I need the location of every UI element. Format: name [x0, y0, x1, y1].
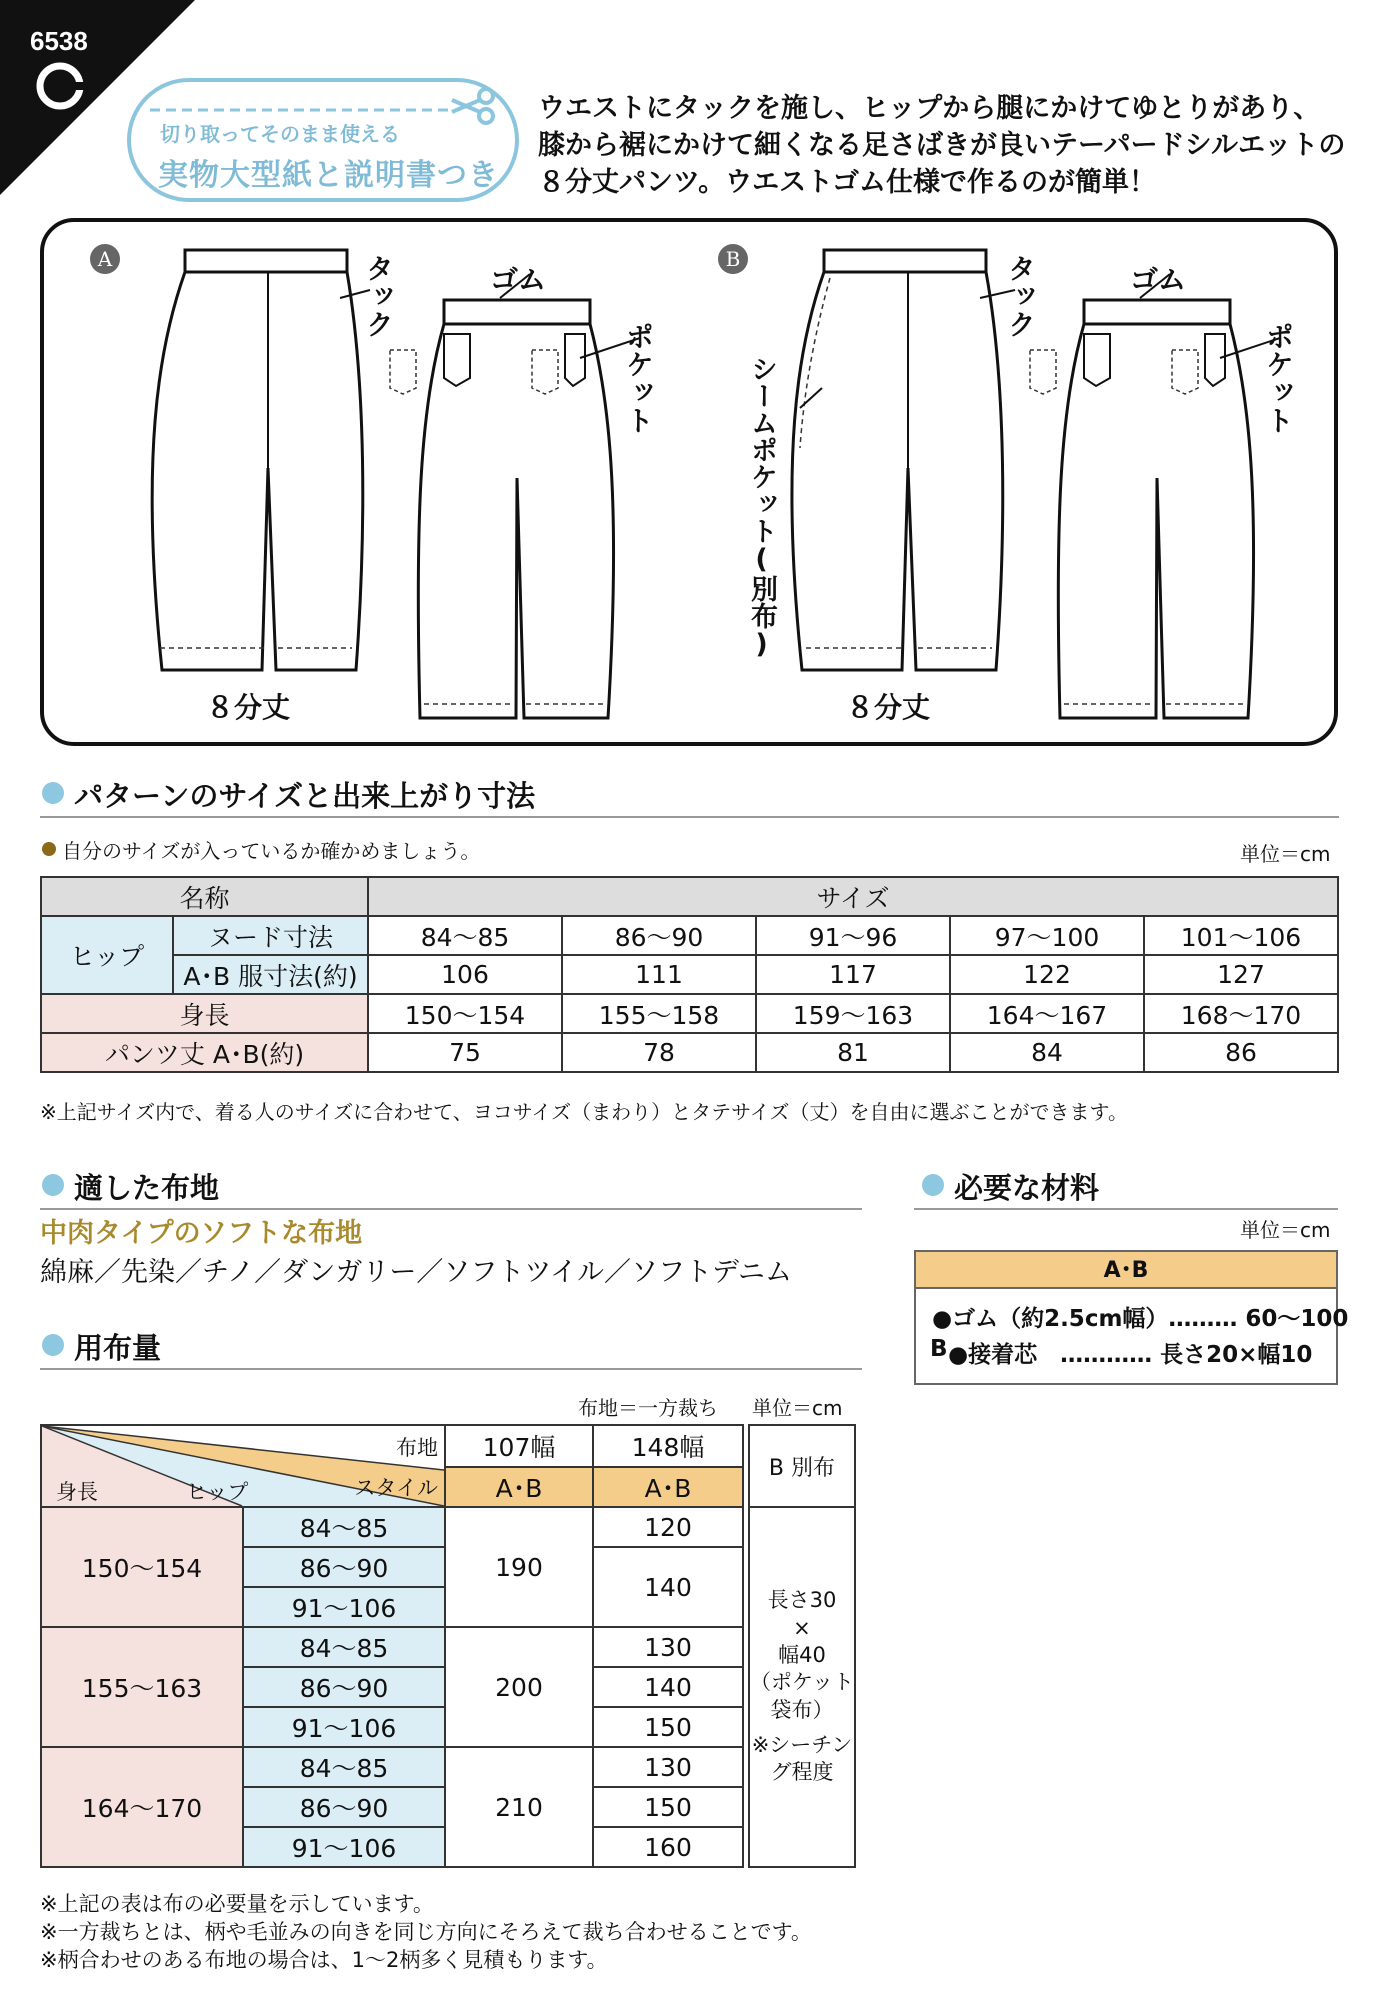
w148-g1-2: 140: [593, 1547, 743, 1627]
w107-g3: 210: [445, 1747, 593, 1867]
a-tuck-label: タック: [362, 254, 395, 338]
size-header-size: サイズ: [368, 877, 1338, 916]
b-length-label: ８分丈: [846, 691, 931, 724]
row-label-height: 身長: [41, 994, 368, 1033]
length-4: 84: [950, 1033, 1144, 1072]
size-note: ※上記サイズ内で、着る人のサイズに合わせて、ヨコサイズ（まわり）とタテサイズ（丈）を自由に選ぶことができます。: [40, 1100, 1128, 1124]
yardage-table: [40, 1424, 856, 1868]
hip-g3-2: 86〜90: [243, 1787, 445, 1827]
extra-line-3: 幅40: [778, 1643, 826, 1668]
nude-2: 86〜90: [562, 916, 756, 955]
w107-g1: 190: [445, 1507, 593, 1627]
pants-b-back: [1058, 300, 1253, 718]
header-style: スタイル: [354, 1476, 438, 1500]
hip-g2-3: 91〜106: [243, 1707, 445, 1747]
a-length-label: ８分丈: [206, 691, 291, 724]
size-section-dot: [42, 782, 64, 804]
materials-section-dot: [922, 1174, 944, 1196]
materials-section-title: 必要な材料: [954, 1171, 1100, 1205]
intro-line-3: ８分丈パンツ。ウエストゴム仕様で作るのが簡単！: [538, 167, 1157, 198]
yardage-note-2: ※一方裁ちとは、柄や毛並みの向きを同じ方向にそろえて裁ち合わせることです。: [40, 1920, 812, 1944]
header-w107: 107幅: [445, 1425, 593, 1467]
badge-line2: 実物大型紙と説明書つき: [158, 158, 499, 193]
nude-1: 84〜85: [368, 916, 562, 955]
w148-g1-1: 120: [593, 1507, 743, 1547]
w148-g2-2: 140: [593, 1667, 743, 1707]
header-w148: 148幅: [593, 1425, 743, 1467]
extra-line-4: （ポケット: [750, 1670, 854, 1695]
size-unit: 単位＝cm: [1240, 842, 1331, 866]
height-4: 164〜167: [950, 994, 1144, 1033]
length-3: 81: [756, 1033, 950, 1072]
yardage-diagonal-header: [41, 1425, 445, 1507]
fabric-section-rule: [40, 1208, 862, 1210]
nude-5: 101〜106: [1144, 916, 1338, 955]
height-2: 155〜158: [562, 994, 756, 1033]
row-label-garment: A･B 服寸法(約): [173, 955, 368, 994]
pants-a-back: [418, 300, 613, 718]
a-elastic-label: ゴム: [490, 263, 547, 296]
fabric-subtitle: 中肉タイプのソフトな布地: [40, 1218, 363, 1249]
pattern-number: 6538: [30, 26, 88, 56]
w148-g3-2: 150: [593, 1787, 743, 1827]
height-155-163: 155〜163: [41, 1627, 243, 1747]
yardage-cut-note: 布地＝一方裁ち: [578, 1396, 718, 1420]
header-hip: ヒップ: [186, 1480, 249, 1504]
intro-line-2: 膝から裾にかけて細くなる足さばきが良いテーパードシルエットの: [538, 130, 1346, 161]
height-5: 168〜170: [1144, 994, 1338, 1033]
pants-b-front: [792, 250, 1003, 670]
w107-g2: 200: [445, 1627, 593, 1747]
w148-g3-1: 130: [593, 1747, 743, 1787]
w148-g2-3: 150: [593, 1707, 743, 1747]
fabric-section-title: 適した布地: [74, 1171, 220, 1205]
extra-line-6: ※シーチン: [751, 1732, 853, 1757]
materials-prefix-2: B: [930, 1336, 948, 1362]
row-label-length: パンツ丈 A･B(約): [41, 1033, 368, 1072]
garment-2: 111: [562, 955, 756, 994]
header-fabric: 布地: [396, 1436, 438, 1460]
size-section-title: パターンのサイズと出来上がり寸法: [74, 779, 536, 813]
fabric-section-dot: [42, 1174, 64, 1196]
b-seam-pocket-label: シームポケット(別布): [746, 355, 777, 660]
hip-g1-1: 84〜85: [243, 1507, 445, 1547]
hip-g3-1: 84〜85: [243, 1747, 445, 1787]
yardage-section-title: 用布量: [74, 1331, 162, 1365]
garment-5: 127: [1144, 955, 1338, 994]
size-instruction: 自分のサイズが入っているか確かめましょう。: [62, 839, 481, 863]
length-2: 78: [562, 1033, 756, 1072]
b-tuck-label: タック: [1004, 254, 1037, 338]
materials-row-2: ●接着芯 ………… 長さ20×幅10: [948, 1342, 1313, 1368]
nude-4: 97〜100: [950, 916, 1144, 955]
garment-4: 122: [950, 955, 1144, 994]
yardage-note-1: ※上記の表は布の必要量を示しています。: [40, 1892, 434, 1916]
extra-fabric-cell: [749, 1507, 855, 1867]
hip-g1-3: 91〜106: [243, 1587, 445, 1627]
materials-header: A･B: [916, 1252, 1336, 1289]
header-ab-148: A･B: [593, 1467, 743, 1507]
extra-line-2: ×: [793, 1615, 811, 1640]
materials-row-1: ●ゴム（約2.5cm幅）……… 60〜100: [932, 1306, 1349, 1332]
fabric-list: 綿麻／先染／チノ／ダンガリー／ソフトツイル／ソフトデニム: [40, 1257, 792, 1288]
variant-a-marker: A: [90, 244, 120, 274]
yardage-note-3: ※柄合わせのある布地の場合は、1〜2柄多く見積もります。: [40, 1948, 608, 1972]
size-table: [40, 876, 1339, 1073]
hip-g3-3: 91〜106: [243, 1827, 445, 1867]
scissors-icon: [448, 86, 498, 126]
hip-g2-1: 84〜85: [243, 1627, 445, 1667]
length-5: 86: [1144, 1033, 1338, 1072]
extra-line-1: 長さ30: [767, 1588, 837, 1613]
pants-a-front: [152, 250, 363, 670]
hip-g1-2: 86〜90: [243, 1547, 445, 1587]
size-section-rule: [40, 816, 1339, 818]
header-extra: B 別布: [749, 1425, 855, 1507]
header-height: 身長: [56, 1480, 98, 1504]
height-164-170: 164〜170: [41, 1747, 243, 1867]
hip-g2-2: 86〜90: [243, 1667, 445, 1707]
variant-b-marker: B: [718, 244, 748, 274]
instruction-dot: [42, 842, 56, 856]
size-header-name: 名称: [41, 877, 368, 916]
w148-g2-1: 130: [593, 1627, 743, 1667]
extra-line-5: 袋布）: [770, 1697, 834, 1722]
materials-unit: 単位＝cm: [1240, 1218, 1331, 1242]
extra-line-7: グ程度: [770, 1760, 834, 1785]
height-150-154: 150〜154: [41, 1507, 243, 1627]
yardage-section-dot: [42, 1334, 64, 1356]
header-ab-107: A･B: [445, 1467, 593, 1507]
height-1: 150〜154: [368, 994, 562, 1033]
garment-3: 117: [756, 955, 950, 994]
row-label-nude: ヌード寸法: [173, 916, 368, 955]
b-pocket-label: ポケット: [1262, 322, 1295, 434]
a-pocket-label: ポケット: [622, 322, 655, 434]
w148-g3-3: 160: [593, 1827, 743, 1867]
badge-line1: 切り取ってそのまま使える: [160, 122, 400, 146]
materials-section-rule: [914, 1208, 1338, 1210]
b-elastic-label: ゴム: [1130, 263, 1187, 296]
hip-label: ヒップ: [41, 916, 173, 994]
length-1: 75: [368, 1033, 562, 1072]
yardage-section-rule: [40, 1368, 862, 1370]
yardage-unit: 単位＝cm: [752, 1396, 843, 1420]
garment-1: 106: [368, 955, 562, 994]
intro-line-1: ウエストにタックを施し、ヒップから腿にかけてゆとりがあり、: [538, 93, 1321, 124]
nude-3: 91〜96: [756, 916, 950, 955]
height-3: 159〜163: [756, 994, 950, 1033]
